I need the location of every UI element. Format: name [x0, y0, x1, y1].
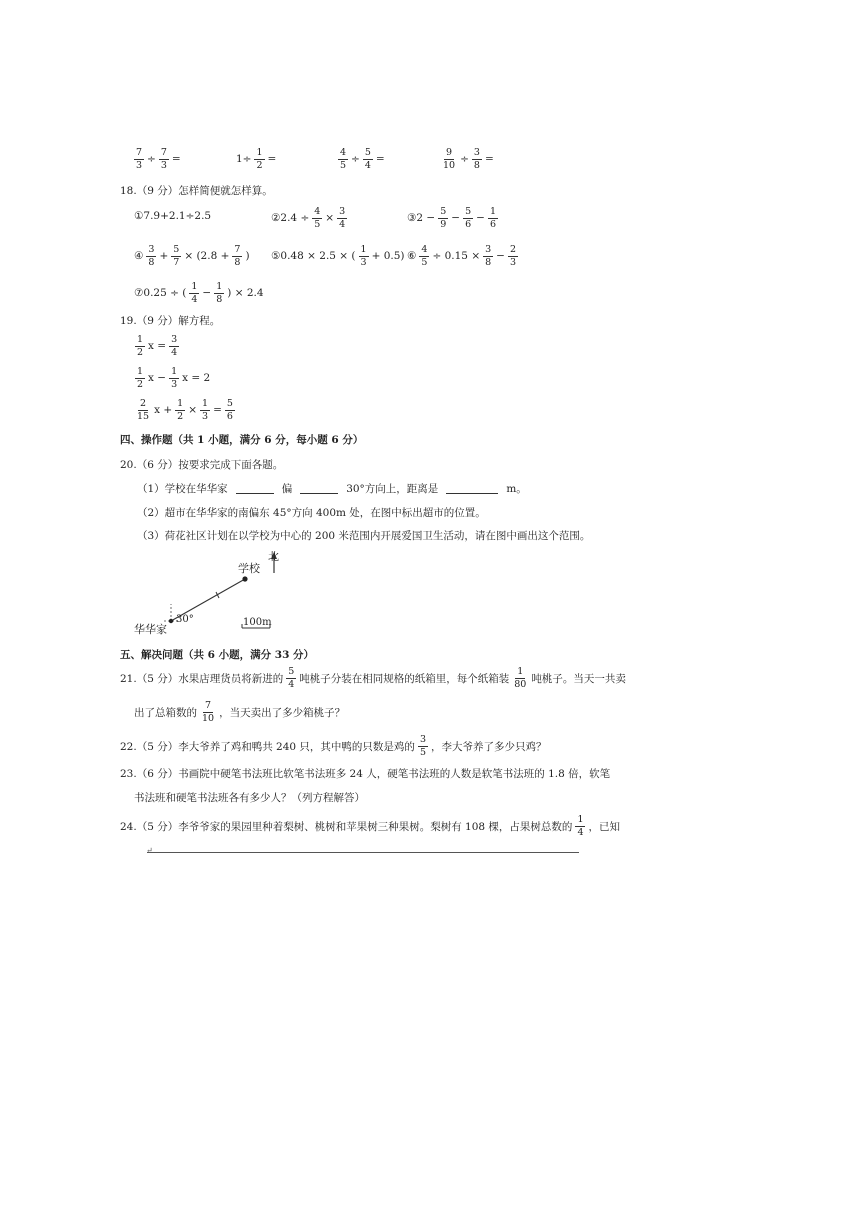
text-segment: 22.（5 分）李大爷养了鸡和鸭共 240 只，其中鸭的只数是鸡的	[120, 740, 415, 753]
q20-sub-1	[137, 481, 527, 496]
q21-line-2	[134, 701, 345, 723]
numerator: 5	[440, 206, 447, 217]
north-label: 北	[268, 550, 279, 563]
operator: × (2.8 +	[184, 250, 230, 262]
q23-line-1: 23.（6 分）书画院中硬笔书法班比软笔书法班多 24 人，硬笔书法班的人数是软笔书法班的 1.8 倍，软笔	[120, 768, 611, 780]
q18-part-4	[134, 245, 250, 267]
text-segment: m。	[506, 483, 527, 495]
denominator: 5	[419, 746, 426, 758]
numerator: 1	[256, 147, 263, 158]
numerator: 1	[216, 281, 223, 292]
denominator: 5	[340, 159, 347, 171]
denominator: 4	[577, 826, 584, 838]
numerator: 4	[340, 147, 347, 158]
expr-lead: 1÷	[236, 153, 252, 165]
numerator: 9	[446, 147, 453, 158]
operator: −	[476, 212, 485, 224]
operator: ÷	[351, 153, 360, 165]
q18-title: 18.（9 分）怎样简便就怎样算。	[120, 185, 273, 197]
operator: =	[213, 404, 222, 416]
denominator: 8	[473, 159, 480, 171]
denominator: 5	[421, 256, 428, 268]
expr-tail: x = 2	[182, 372, 211, 384]
numerator: 3	[485, 244, 492, 255]
q23-line-2: 书法班和硬笔书法班各有多少人？（列方程解答）	[134, 792, 365, 804]
operator: −	[451, 212, 461, 224]
numerator: 1	[577, 814, 584, 825]
school-label: 学校	[238, 562, 260, 575]
q18-part-3	[407, 207, 499, 229]
text-segment: 偏	[281, 483, 293, 495]
expr-lead: ③2 −	[407, 212, 436, 224]
numerator: 3	[473, 147, 480, 158]
numerator: 2	[509, 244, 517, 255]
q21-line-1	[120, 667, 626, 689]
operator: x =	[148, 340, 167, 352]
numerator: 4	[421, 244, 428, 255]
text-segment: ，已知	[588, 820, 620, 833]
equals: =	[171, 153, 181, 165]
numerator: 3	[148, 244, 155, 255]
numerator: 2	[140, 398, 147, 409]
q24-line-1	[120, 815, 620, 837]
text-segment: 出了总箱数的	[134, 706, 197, 719]
q20-sub-2: （2）超市在华华家的南偏东 45°方向 400m 处，在图中标出超市的位置。	[137, 507, 486, 519]
numerator: 1	[360, 244, 367, 255]
denominator: 5	[314, 218, 321, 230]
denominator: 6	[226, 410, 233, 422]
denominator: 3	[360, 256, 367, 268]
denominator: 2	[256, 159, 263, 171]
numerator: 5	[226, 398, 233, 409]
operator: ÷ 0.15 ×	[432, 250, 481, 262]
operator: +	[159, 250, 169, 262]
expr-1	[133, 148, 181, 170]
answer-blank-direction-2[interactable]	[300, 483, 338, 494]
numerator: 1	[517, 666, 524, 677]
expr-tail: + 0.5)	[371, 250, 405, 262]
numerator: 1	[202, 398, 209, 409]
numerator: 5	[288, 666, 295, 677]
text-segment: 21.（5 分）水果店理货员将新进的	[120, 672, 284, 685]
equals: =	[484, 153, 494, 165]
numerator: 1	[177, 398, 184, 409]
numerator: 5	[173, 244, 180, 255]
operator: −	[202, 287, 212, 299]
numerator: 1	[137, 366, 144, 377]
text-segment: 24.（5 分）李爷爷家的果园里种着梨树、桃树和苹果树三种果树。梨树有 108 棵，占果树总数的	[120, 820, 573, 833]
denominator: 8	[485, 256, 492, 268]
numerator: 7	[205, 700, 212, 711]
denominator: 8	[148, 256, 155, 268]
denominator: 10	[443, 159, 456, 171]
expr-tail: )	[245, 250, 250, 262]
text-segment: 30°方向上，距离是	[346, 483, 439, 495]
text-segment: 吨桃子。当天一共卖	[531, 672, 626, 685]
expr-lead: ⑥	[407, 250, 417, 262]
expr-2	[236, 148, 276, 170]
denominator: 4	[339, 218, 346, 230]
denominator: 9	[440, 218, 447, 230]
q19-equation-1	[134, 335, 180, 357]
denominator: 3	[136, 159, 143, 171]
page-cut-line	[147, 852, 579, 853]
numerator: 7	[136, 147, 143, 158]
angle-label: 30°	[176, 614, 194, 625]
numerator: 4	[314, 206, 321, 217]
numerator: 5	[465, 206, 472, 217]
denominator: 8	[234, 256, 241, 268]
operator: ×	[325, 212, 335, 224]
school-point	[242, 576, 247, 581]
denominator: 3	[160, 159, 167, 171]
q20-sub-3: （3）荷花社区计划在以学校为中心的 200 米范围内开展爱国卫生活动，请在图中画出这个范围。	[137, 530, 591, 542]
operator: −	[496, 250, 505, 262]
text-segment: ，当天卖出了多少箱桃子？	[219, 706, 346, 719]
return-mark: ↵	[146, 846, 153, 855]
denominator: 2	[177, 410, 184, 422]
expr-lead: ⑤0.48 × 2.5 × (	[271, 250, 356, 262]
denominator: 80	[514, 678, 527, 690]
q18-part-5	[271, 245, 405, 267]
denominator: 6	[489, 218, 496, 230]
expr-lead: ⑦0.25 ÷ (	[134, 287, 187, 299]
expr-lead: ④	[134, 250, 144, 262]
operator: ÷	[460, 153, 469, 165]
denominator: 4	[288, 678, 295, 690]
text-segment: ，李大爷养了多少只鸡？	[430, 740, 547, 753]
denominator: 4	[364, 159, 371, 171]
numerator: 1	[191, 281, 198, 292]
section-5-heading: 五、解决问题（共 6 小题，满分 33 分）	[120, 649, 315, 661]
text-segment: 吨桃子分装在相同规格的纸箱里，每个纸箱装	[299, 672, 510, 685]
q20-figure	[128, 548, 298, 640]
denominator: 2	[137, 346, 144, 358]
numerator: 7	[234, 244, 241, 255]
numerator: 5	[364, 147, 371, 158]
operator: x −	[148, 372, 167, 384]
answer-blank-direction-1[interactable]	[236, 483, 274, 494]
denominator: 4	[191, 293, 198, 305]
text-segment: （1）学校在华华家	[137, 483, 228, 495]
denominator: 10	[202, 712, 215, 724]
answer-blank-distance[interactable]	[446, 483, 498, 494]
denominator: 3	[171, 378, 178, 390]
expr-4	[440, 148, 494, 170]
expr-tail: ) × 2.4	[227, 287, 264, 299]
q18-part-6	[407, 245, 519, 267]
denominator: 8	[216, 293, 223, 305]
q18-part-2	[271, 207, 348, 229]
expr-lead: ②2.4 ÷	[271, 212, 310, 224]
q19-equation-3	[134, 399, 236, 421]
q18-part-7	[134, 282, 264, 304]
section-4-heading: 四、操作题（共 1 小题，满分 6 分，每小题 6 分）	[120, 434, 364, 446]
operator: ÷	[147, 153, 156, 165]
denominator: 6	[465, 218, 472, 230]
numerator: 3	[339, 206, 346, 217]
equals: =	[375, 153, 385, 165]
q20-title: 20.（6 分）按要求完成下面各题。	[120, 459, 284, 471]
numerator: 7	[160, 147, 167, 158]
operator: ×	[188, 404, 198, 416]
home-point	[169, 619, 173, 623]
home-label: 华华家	[134, 623, 167, 636]
q19-equation-2	[134, 367, 210, 389]
numerator: 1	[489, 206, 496, 217]
q19-title: 19.（9 分）解方程。	[120, 315, 221, 327]
denominator: 7	[173, 256, 180, 268]
numerator: 1	[137, 334, 144, 345]
denominator: 3	[202, 410, 209, 422]
denominator: 2	[137, 378, 144, 390]
denominator: 4	[171, 346, 178, 358]
scale-label: 100m	[243, 617, 272, 628]
expr-3	[337, 148, 385, 170]
numerator: 3	[419, 734, 426, 745]
numerator: 3	[171, 334, 178, 345]
denominator: 3	[509, 256, 517, 268]
operator: x +	[154, 404, 173, 416]
numerator: 1	[171, 366, 178, 377]
q18-part-1: ①7.9+2.1÷2.5	[134, 210, 212, 222]
equals: =	[267, 153, 277, 165]
q22	[120, 735, 546, 757]
denominator: 15	[137, 410, 150, 422]
